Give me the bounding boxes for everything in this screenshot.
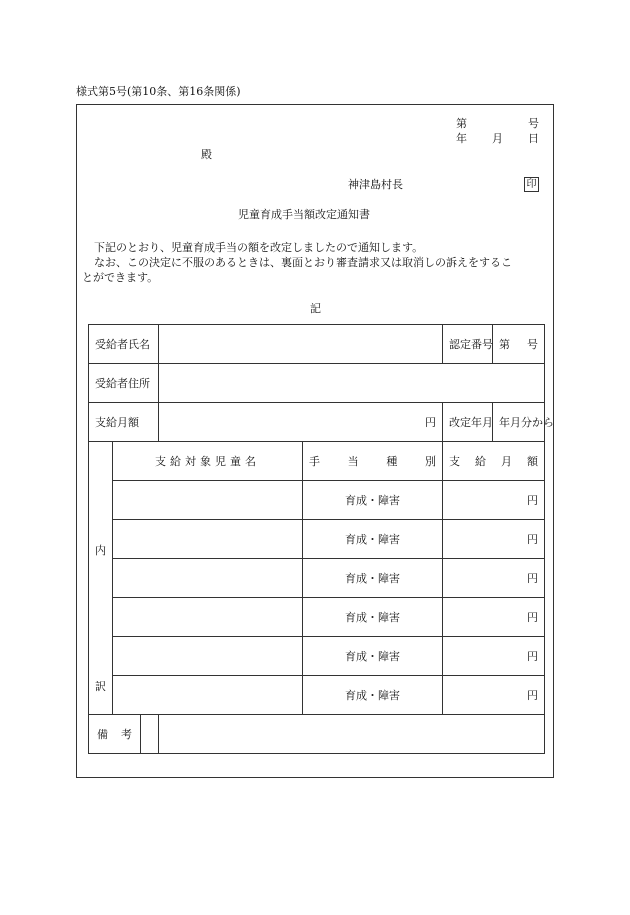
amount-cell: 円 bbox=[443, 676, 545, 715]
remarks-row bbox=[89, 715, 159, 754]
remarks-value-cont bbox=[159, 715, 545, 754]
table-row bbox=[89, 520, 545, 559]
breakdown-label: 内 訳 bbox=[89, 442, 113, 715]
amount-cell: 円 bbox=[443, 520, 545, 559]
allowance-type-cell: 育成・障害 bbox=[303, 676, 443, 715]
allowance-type-cell: 育成・障害 bbox=[303, 481, 443, 520]
child-name-cell bbox=[113, 676, 303, 715]
cert-number-label: 認定番号 bbox=[443, 325, 493, 364]
child-name-cell bbox=[113, 637, 303, 676]
issuer-name: 神津島村長 bbox=[348, 178, 403, 191]
table-row bbox=[89, 715, 545, 754]
allowance-type-cell: 育成・障害 bbox=[303, 637, 443, 676]
ki-heading: 記 bbox=[310, 302, 321, 315]
table-row bbox=[89, 364, 545, 403]
table-row bbox=[89, 637, 545, 676]
amount-cell: 円 bbox=[443, 559, 545, 598]
recipient-name-value bbox=[159, 325, 443, 364]
child-name-cell bbox=[113, 520, 303, 559]
recipient-address-value bbox=[159, 364, 545, 403]
allowance-type-header: 手 当 種 別 bbox=[303, 442, 443, 481]
amount-cell: 円 bbox=[443, 598, 545, 637]
allowance-type-cell: 育成・障害 bbox=[303, 598, 443, 637]
amount-cell: 円 bbox=[443, 637, 545, 676]
monthly-amount-value: 円 bbox=[159, 403, 443, 442]
date-year: 年 bbox=[456, 132, 467, 145]
recipient-name-label: 受給者氏名 bbox=[89, 325, 159, 364]
doc-number-prefix: 第 bbox=[456, 117, 467, 130]
body-line-3: とができます。 bbox=[82, 271, 159, 284]
allowance-type-cell: 育成・障害 bbox=[303, 520, 443, 559]
table-row bbox=[89, 676, 545, 715]
recipient-address-label: 受給者住所 bbox=[89, 364, 159, 403]
table-row bbox=[89, 403, 545, 442]
cert-number-value: 第 号 bbox=[493, 325, 545, 364]
table-row bbox=[89, 442, 545, 481]
child-name-cell bbox=[113, 559, 303, 598]
table-row bbox=[89, 598, 545, 637]
form-number: 様式第5号(第10条、第16条関係) bbox=[76, 85, 241, 98]
revision-date-value: 年 月分から bbox=[493, 403, 545, 442]
table-row bbox=[89, 325, 545, 364]
date-month: 月 bbox=[492, 132, 503, 145]
document-title: 児童育成手当額改定通知書 bbox=[238, 208, 370, 221]
remarks-value bbox=[141, 715, 158, 753]
payment-amount-header: 支 給 月 額 bbox=[443, 442, 545, 481]
table-row bbox=[89, 559, 545, 598]
body-line-1: 下記のとおり、児童育成手当の額を改定しましたので通知します。 bbox=[94, 241, 424, 254]
table-row bbox=[89, 481, 545, 520]
doc-number-suffix: 号 bbox=[528, 117, 539, 130]
addressee-suffix: 殿 bbox=[201, 148, 212, 161]
revision-date-label: 改定年月 bbox=[443, 403, 493, 442]
seal-mark: 印 bbox=[524, 177, 539, 192]
notification-table bbox=[88, 324, 554, 754]
child-name-cell bbox=[113, 598, 303, 637]
monthly-amount-label: 支給月額 bbox=[89, 403, 159, 442]
child-name-header: 支給対象児童名 bbox=[113, 442, 303, 481]
date-day: 日 bbox=[528, 132, 539, 145]
remarks-label: 備 考 bbox=[89, 715, 141, 753]
child-name-cell bbox=[113, 481, 303, 520]
amount-cell: 円 bbox=[443, 481, 545, 520]
body-line-2: なお、この決定に不服のあるときは、裏面とおり審査請求又は取消しの訴えをするこ bbox=[94, 256, 512, 269]
allowance-type-cell: 育成・障害 bbox=[303, 559, 443, 598]
